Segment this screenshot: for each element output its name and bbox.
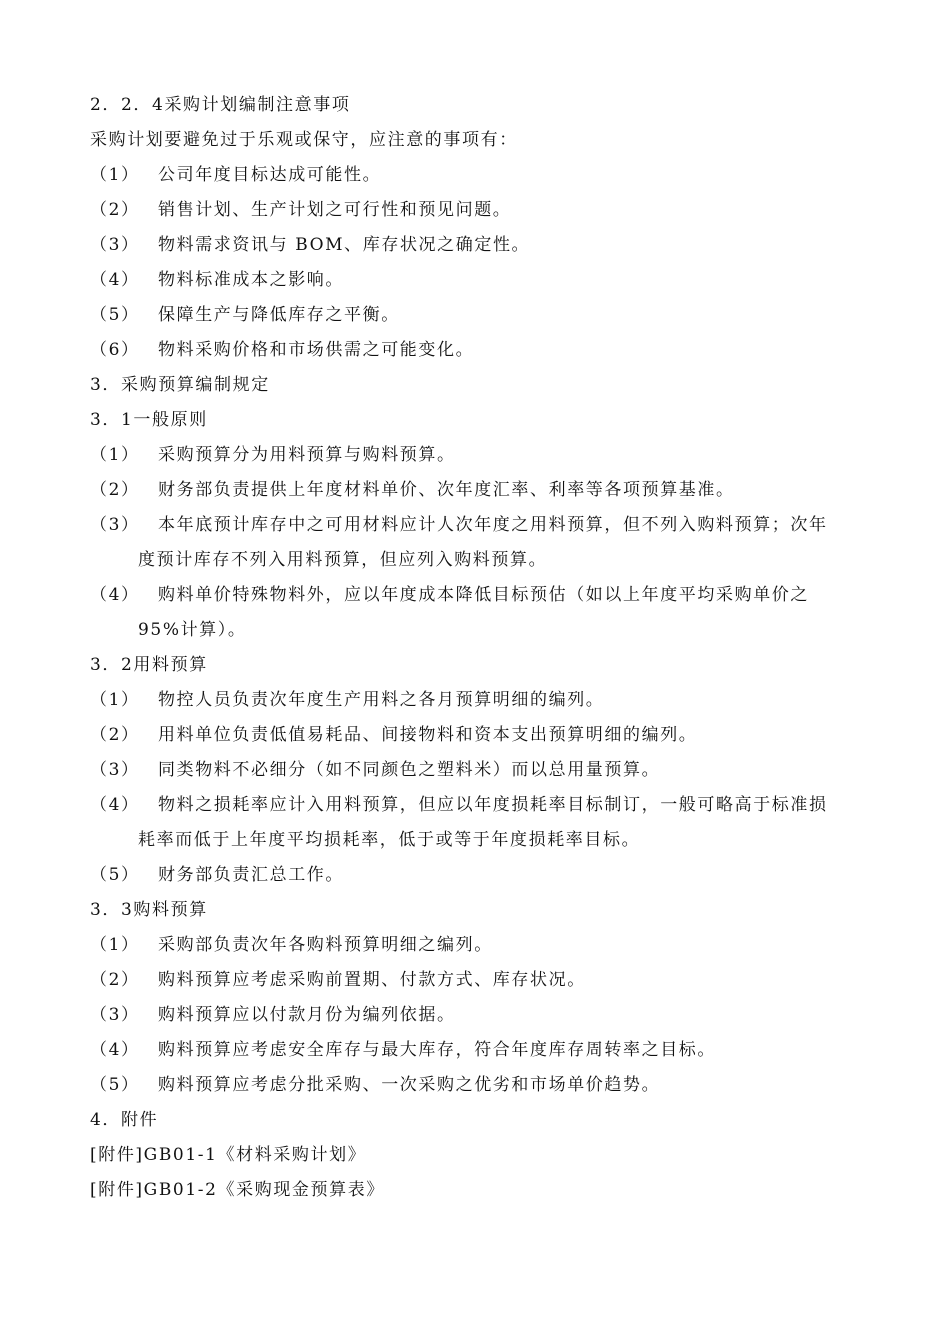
- list-item-text: 同类物料不必细分（如不同颜色之塑料米）而以总用量预算。: [158, 760, 661, 780]
- list-item-number: （5）: [90, 1075, 140, 1095]
- list-item-text: 销售计划、生产计划之可行性和预见问题。: [158, 200, 512, 220]
- list-item: [90, 193, 860, 228]
- list-item-continuation: 耗率而低于上年度平均损耗率，低于或等于年度损耗率目标。: [138, 830, 641, 850]
- list-item-number: （2）: [90, 480, 140, 500]
- list-item: [90, 998, 860, 1033]
- list-item-text: 物料标准成本之影响。: [158, 270, 344, 290]
- list-item: [90, 963, 860, 998]
- list-item: [90, 1033, 860, 1068]
- list-item: [90, 228, 860, 263]
- list-item-text: 物料之损耗率应计入用料预算，但应以年度损耗率目标制订，一般可略高于标准损: [158, 795, 828, 815]
- list-item-number: （4）: [90, 585, 140, 605]
- list-item-text: 保障生产与降低库存之平衡。: [158, 305, 400, 325]
- list-item-number: （3）: [90, 515, 140, 535]
- list-item-number: （4）: [90, 1040, 140, 1060]
- list-item-text: 用料单位负责低值易耗品、间接物料和资本支出预算明细的编列。: [158, 725, 698, 745]
- list-item-number: （1）: [90, 445, 140, 465]
- list-item-number: （4）: [90, 795, 140, 815]
- section-heading: 3．2用料预算: [90, 655, 208, 675]
- list-item-text: 采购预算分为用料预算与购料预算。: [158, 445, 456, 465]
- list-item-number: （3）: [90, 235, 140, 255]
- list-item-number: （4）: [90, 270, 140, 290]
- list-item: [90, 508, 860, 543]
- list-item: [90, 753, 860, 788]
- paragraph: 采购计划要避免过于乐观或保守，应注意的事项有：: [90, 130, 518, 150]
- list-item-number: （5）: [90, 305, 140, 325]
- list-item-number: （2）: [90, 200, 140, 220]
- section-heading: 4．附件: [90, 1110, 159, 1130]
- list-item-continuation: 度预计库存不列入用料预算，但应列入购料预算。: [138, 550, 548, 570]
- list-item-text: 公司年度目标达成可能性。: [158, 165, 382, 185]
- list-item-number: （3）: [90, 1005, 140, 1025]
- list-item: [90, 683, 860, 718]
- list-item-text: 物料采购价格和市场供需之可能变化。: [158, 340, 475, 360]
- list-item-text: 物料需求资讯与 BOM、库存状况之确定性。: [158, 235, 531, 255]
- list-item: [90, 158, 860, 193]
- document-body: [90, 88, 860, 1208]
- list-item: [90, 438, 860, 473]
- list-item-number: （2）: [90, 725, 140, 745]
- list-item-number: （1）: [90, 690, 140, 710]
- list-item-text: 物控人员负责次年度生产用料之各月预算明细的编列。: [158, 690, 605, 710]
- list-item-text: 财务部负责汇总工作。: [158, 865, 344, 885]
- list-item-number: （1）: [90, 165, 140, 185]
- list-item: [90, 473, 860, 508]
- list-item-text: 本年底预计库存中之可用材料应计人次年度之用料预算，但不列入购料预算；次年: [158, 515, 828, 535]
- list-item-number: （6）: [90, 340, 140, 360]
- list-item-text: 财务部负责提供上年度材料单价、次年度汇率、利率等各项预算基准。: [158, 480, 735, 500]
- list-item: [90, 263, 860, 298]
- list-item: [90, 928, 860, 963]
- list-item-number: （5）: [90, 865, 140, 885]
- list-item-number: （2）: [90, 970, 140, 990]
- list-item: [90, 718, 860, 753]
- list-item-text: 购料预算应以付款月份为编列依据。: [158, 1005, 456, 1025]
- list-item-text: 购料预算应考虑安全库存与最大库存，符合年度库存周转率之目标。: [158, 1040, 716, 1060]
- list-item-text: 采购部负责次年各购料预算明细之编列。: [158, 935, 493, 955]
- section-heading: 3．3购料预算: [90, 900, 208, 920]
- list-item-number: （1）: [90, 935, 140, 955]
- section-heading: 2．2．4采购计划编制注意事项: [90, 95, 351, 115]
- list-item-text: 购料单价特殊物料外，应以年度成本降低目标预估（如以上年度平均采购单价之: [158, 585, 809, 605]
- list-item-continuation: 95%计算）。: [138, 620, 247, 640]
- list-item-text: 购料预算应考虑采购前置期、付款方式、库存状况。: [158, 970, 586, 990]
- list-item: [90, 858, 860, 893]
- paragraph: [附件]GB01-2《采购现金预算表》: [90, 1180, 385, 1200]
- section-heading: 3．采购预算编制规定: [90, 375, 270, 395]
- paragraph: [附件]GB01-1《材料采购计划》: [90, 1145, 367, 1165]
- list-item: [90, 1068, 860, 1103]
- list-item: [90, 333, 860, 368]
- list-item-text: 购料预算应考虑分批采购、一次采购之优劣和市场单价趋势。: [158, 1075, 661, 1095]
- list-item: [90, 578, 860, 613]
- list-item-number: （3）: [90, 760, 140, 780]
- list-item: [90, 298, 860, 333]
- section-heading: 3．1一般原则: [90, 410, 208, 430]
- list-item: [90, 788, 860, 823]
